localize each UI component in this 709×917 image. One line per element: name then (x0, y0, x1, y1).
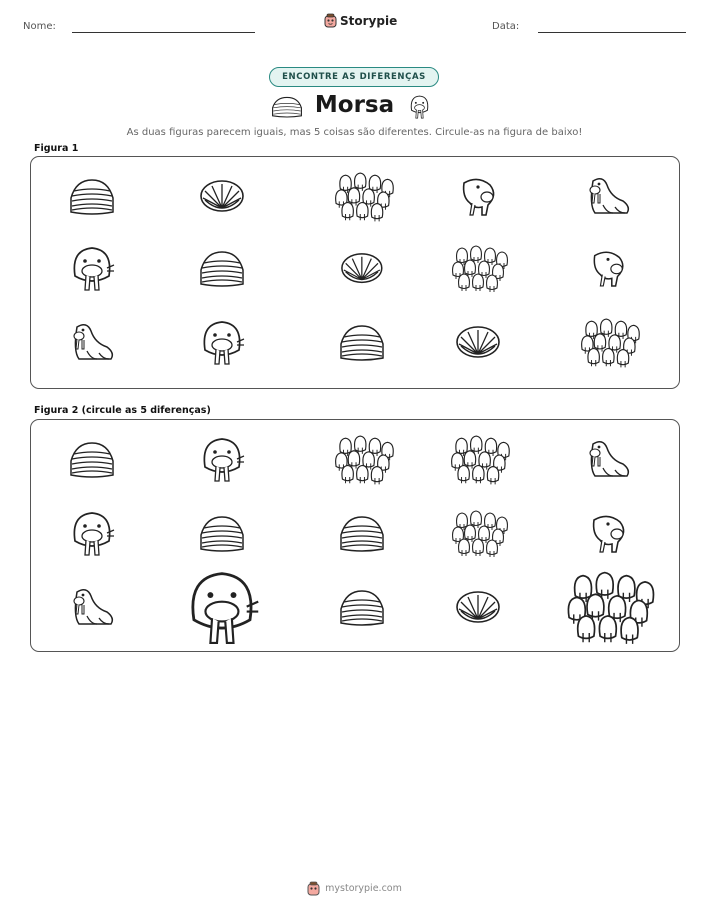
page-title: Morsa (314, 92, 395, 118)
walrus-full-icon (585, 175, 631, 217)
clam-icon (199, 178, 245, 214)
clam-icon (455, 324, 501, 360)
walrus-face-icon (69, 244, 115, 292)
walrus-head-side-icon (589, 248, 627, 288)
name-label: Nome: (23, 21, 56, 32)
footer-url[interactable]: mystorypie.com (325, 883, 402, 894)
rock-icon (198, 248, 246, 288)
figure1-label: Figura 1 (34, 143, 79, 154)
figure2-label: Figura 2 (circule as 5 diferenças) (34, 405, 211, 416)
storypie-mascot-icon (307, 881, 320, 896)
date-label: Data: (492, 21, 520, 32)
walrus-head-side-icon (458, 175, 498, 217)
instructions: As duas figuras parecem iguais, mas 5 coisas são diferentes. Circule-as na figura de baixo! (126, 127, 583, 138)
footer (0, 881, 709, 896)
walrus-full-icon (69, 321, 115, 363)
walrus-face-icon (199, 318, 245, 366)
walrus-group-icon (334, 172, 391, 220)
activity-badge: ENCONTRE AS DIFERENÇAS (269, 67, 439, 87)
rock-icon (68, 176, 116, 216)
brand-name: Storypie (340, 13, 398, 28)
clam-icon (340, 251, 384, 285)
figure2-panel[interactable] (30, 419, 680, 652)
walrus-group-icon (451, 245, 505, 291)
walrus-group-icon (580, 318, 637, 366)
rock-icon (338, 322, 386, 362)
